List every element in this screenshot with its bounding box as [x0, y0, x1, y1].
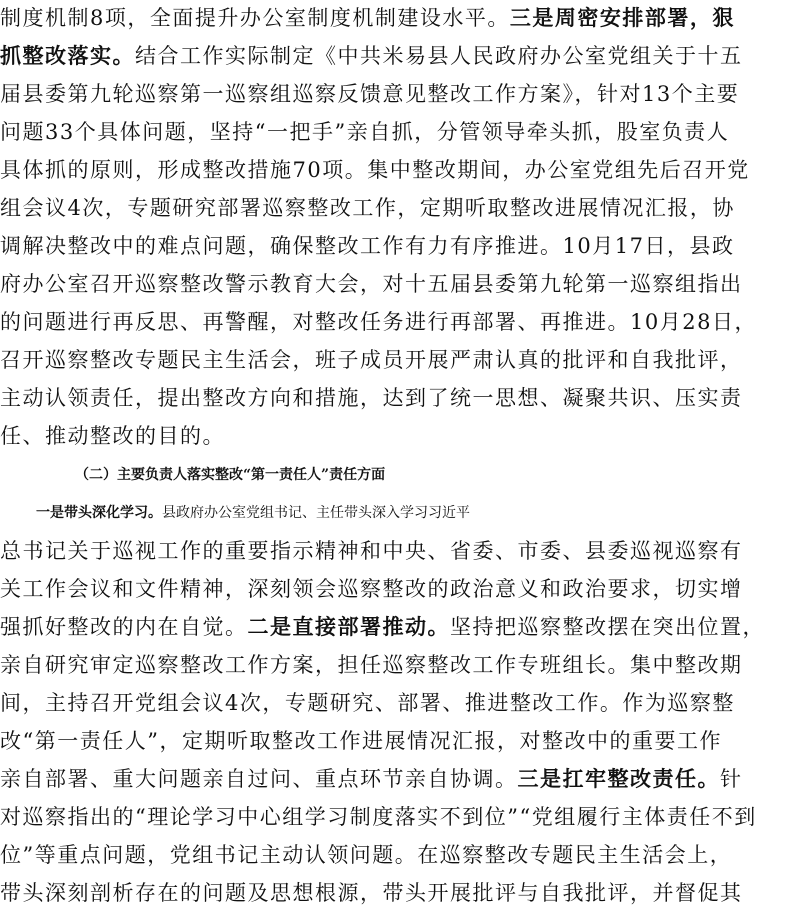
text-line: 组会议4次，专题研究部署巡察整改工作，定期听取整改进展情况汇报，协 — [0, 196, 735, 220]
text-line: 对巡察指出的“理论学习中心组学习制度落实不到位”“党组履行主体责任不到 — [0, 805, 757, 829]
text-line: 主动认领责任，提出整改方向和措施，达到了统一思想、凝聚共识、压实责 — [0, 386, 743, 410]
text-line: 亲自部署、重大问题亲自过问、重点环节亲自协调。三是扛牢整改责任。针 — [0, 766, 743, 791]
text-line: 任、推动整改的目的。 — [0, 424, 225, 448]
text-line: 调解决整改中的难点问题，确保整改工作有力有序推进。10月17日，县政 — [0, 234, 735, 258]
text-line: 关工作会议和文件精神，深刻领会巡察整改的政治意义和政治要求，切实增 — [0, 577, 743, 601]
text-line: 总书记关于巡视工作的重要指示精神和中央、省委、市委、县委巡视巡察有 — [0, 539, 743, 563]
text-line: 召开巡察整改专题民主生活会，班子成员开展严肃认真的批评和自我批评， — [0, 348, 743, 372]
text-line: 届县委第九轮巡察第一巡察组巡察反馈意见整改工作方案》，针对13个主要 — [0, 82, 740, 106]
section-heading: （二）主要负责人落实整改“第一责任人”责任方面 — [75, 467, 386, 483]
text-line: 制度机制8项，全面提升办公室制度机制建设水平。三是周密安排部署，狠 — [0, 5, 735, 30]
text-line: 具体抓的原则，形成整改措施70项。集中整改期间，办公室党组先后召开党 — [0, 158, 750, 182]
text-line: 间，主持召开党组会议4次，专题研究、部署、推进整改工作。作为巡察整 — [0, 691, 735, 715]
text-line: 亲自研究审定巡察整改工作方案，担任巡察整改工作专班组长。集中整改期 — [0, 653, 743, 677]
text-line: 问题33个具体问题，坚持“一把手”亲自抓，分管领导牵头抓，股室负责人 — [0, 120, 730, 144]
text-line: 抓整改落实。结合工作实际制定《中共米易县人民政府办公室党组关于十五 — [0, 43, 743, 68]
text-line: 的问题进行再反思、再警醒，对整改任务进行再部署、再推进。10月28日， — [0, 310, 757, 334]
text-line: 一是带头深化学习。县政府办公室党组书记、主任带头深入学习习近平 — [36, 505, 470, 521]
text-line: 带头深刻剖析存在的问题及思想根源，带头开展批评与自我批评，并督促其 — [0, 881, 743, 905]
text-line: 位”等重点问题，党组书记主动认领问题。在巡察整改专题民主生活会上， — [0, 843, 733, 867]
text-line: 强抓好整改的内在自觉。二是直接部署推动。坚持把巡察整改摆在突出位置， — [0, 614, 765, 639]
text-line: 改“第一责任人”，定期听取整改工作进展情况汇报，对整改中的重要工作 — [0, 729, 722, 753]
text-line: 府办公室召开巡察整改警示教育大会，对十五届县委第九轮第一巡察组指出 — [0, 272, 743, 296]
